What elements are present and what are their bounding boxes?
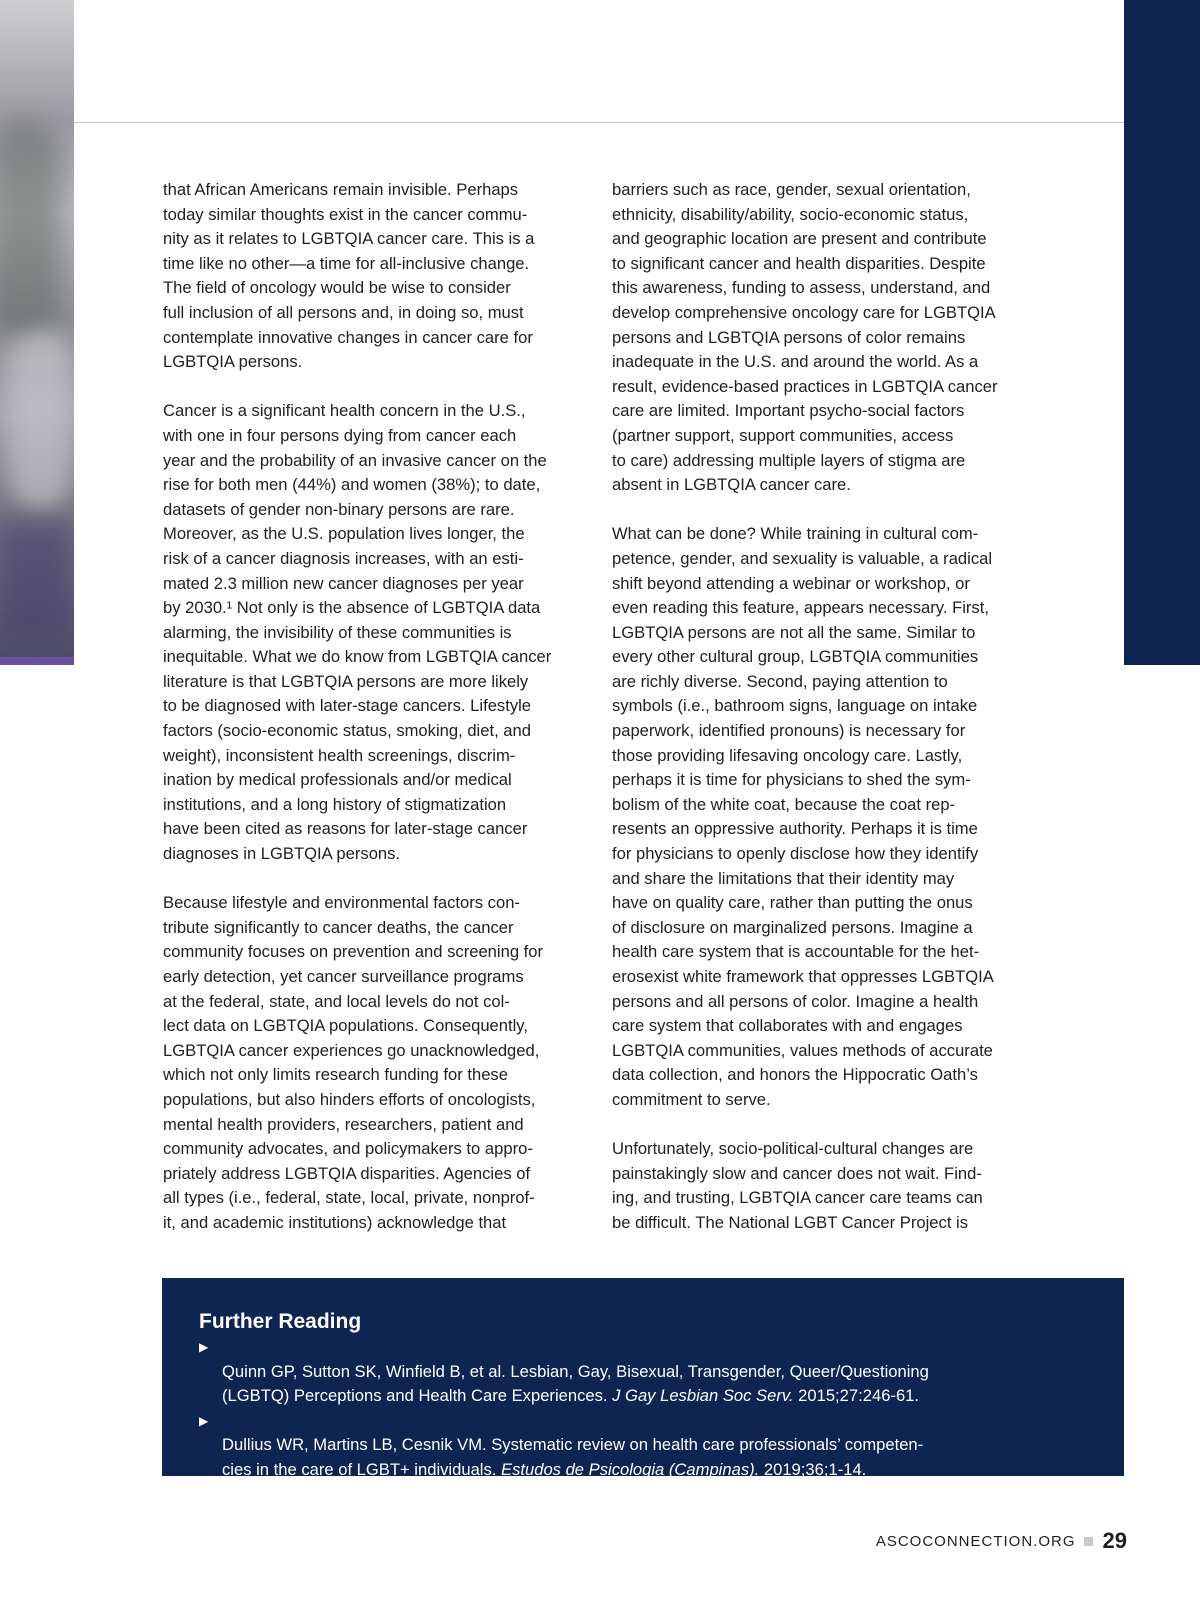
footer-site-link[interactable]: ASCOCONNECTION.ORG	[875, 1532, 1076, 1550]
paragraph: Because lifestyle and environmental factors con- tribute significantly to cancer deaths, the cancer community focuses on prevention and screening for early detection, yet cancer surveillance programs at the federal, state, and local levels do not col- lect data on LGBTQIA populations. Consequently, LGBTQIA cancer experiences go unacknowledged, which not only limits research funding for these populations, but also hinders efforts of oncologists, mental health providers, researchers, patient and community advocates, and policymakers to appro- priately address LGBTQIA disparities. Agencies of all types (i.e., federal, state, local, private, nonprof- it, and academic institutions) acknowledge that	[163, 893, 544, 1232]
further-reading-box	[162, 1278, 1124, 1479]
reference-citation: 2015;27:246-61.	[793, 1386, 920, 1406]
cropped-photo	[0, 0, 74, 665]
photo-detail	[10, 330, 70, 510]
paragraph: that African Americans remain invisible. Perhaps today similar thoughts exist in the cancer commu- nity as it relates to LGBTQIA cancer care. This is a time like no other—a time for all-inclusive change. The field of oncology would be wise to consider full inclusion of all persons and, in doing so, must contemplate innovative changes in cancer care for LGBTQIA persons.	[163, 180, 535, 372]
right-text-column	[612, 178, 1042, 1236]
photo-detail	[0, 120, 60, 340]
header-divider	[74, 122, 1124, 123]
left-text-column	[163, 178, 593, 1236]
navy-side-bar	[1124, 0, 1200, 665]
reference-citation: 2019;36;1-14.	[759, 1459, 867, 1479]
page-number: 29	[1102, 1528, 1127, 1553]
paragraph: What can be done? While training in cultural com- petence, gender, and sexuality is valuable, a radical shift beyond attending a webinar or workshop, or even reading this feature, appears necessary. First, LGBTQIA persons are not all the same. Similar to every other cultural group, LGBTQIA communities are richly diverse. Second, paying attention to symbols (i.e., bathroom signs, language on intake paperwork, identified pronouns) is necessary for those providing lifesaving oncology care. Lastly, perhaps it is time for physicians to shed the sym- bolism of the white coat, because the coat rep- resents an oppressive authority. Perhaps it is time for physicians to openly disclose how they identify and share the limitations that their identity may have on quality care, rather than putting the onus of disclosure on marginalized persons. Imagine a health care system that is accountable for the het- erosexist white framework that oppresses LGBTQIA persons and all persons of color. Imagine a health care system that collaborates with and engages LGBTQIA communities, values methods of accurate data collection, and honors the Hippocratic Oath’s commitment to serve.	[612, 524, 994, 1109]
triangle-right-icon: ▶	[199, 1413, 209, 1428]
paragraph: Unfortunately, socio-political-cultural changes are painstakingly slow and cancer does not wait. Find- ing, and trusting, LGBTQIA cancer care teams can be difficult. The National LGBT Cancer Project is	[612, 1139, 983, 1232]
photo-accent-bar	[0, 657, 74, 665]
reference-item	[199, 1335, 1079, 1409]
paragraph: Cancer is a significant health concern in the U.S., with one in four persons dying from cancer each year and the probability of an invasive cancer on the rise for both men (44%) and women (38%); to date, datasets of gender non-binary persons are rare. Moreover, as the U.S. population lives longer, the risk of a cancer diagnosis increases, with an esti- mated 2.3 million new cancer diagnoses per year by 2030.¹ Not only is the absence of LGBTQIA data alarming, the invisibility of these communities is inequitable. What we do know from LGBTQIA cancer literature is that LGBTQIA persons are more likely to be diagnosed with later-stage cancers. Lifestyle factors (socio-economic status, smoking, diet, and weight), inconsistent health screenings, discrim- ination by medical professionals and/or medical institutions, and a long history of stigmatization have been cited as reasons for later-stage cancer diagnoses in LGBTQIA persons.	[163, 401, 552, 864]
further-reading-title: Further Reading	[199, 1310, 362, 1333]
square-separator-icon	[1084, 1537, 1093, 1546]
reference-text: Quinn GP, Sutton SK, Winfield B, et al. Lesbian, Gay, Bisexual, Transgender, Queer/Questioning (LGBTQ) Perceptions and Health Care Experiences.	[222, 1361, 929, 1406]
reference-journal: Estudos de Psicologia (Campinas).	[501, 1459, 760, 1479]
photo-detail	[0, 520, 74, 640]
reference-item	[199, 1409, 1079, 1483]
triangle-right-icon: ▶	[199, 1340, 209, 1354]
further-reading-list	[199, 1335, 1079, 1483]
page-footer	[876, 1528, 1127, 1554]
paragraph: barriers such as race, gender, sexual orientation, ethnicity, disability/ability, socio-economic status, and geographic location are present and contribute to significant cancer and health disparities. Despite this awareness, funding to assess, understand, and develop comprehensive oncology care for LGBTQIA persons and LGBTQIA persons of color remains inadequate in the U.S. and around the world. As a result, evidence-based practices in LGBTQIA cancer care are limited. Important psycho-social factors (partner support, support communities, access to care) addressing multiple layers of stigma are absent in LGBTQIA cancer care.	[612, 180, 998, 495]
reference-text: Dullius WR, Martins LB, Cesnik VM. Systematic review on health care professionals’ competen- cies in the care of LGBT+ individuals.	[222, 1435, 924, 1479]
reference-journal: J Gay Lesbian Soc Serv.	[612, 1386, 794, 1406]
